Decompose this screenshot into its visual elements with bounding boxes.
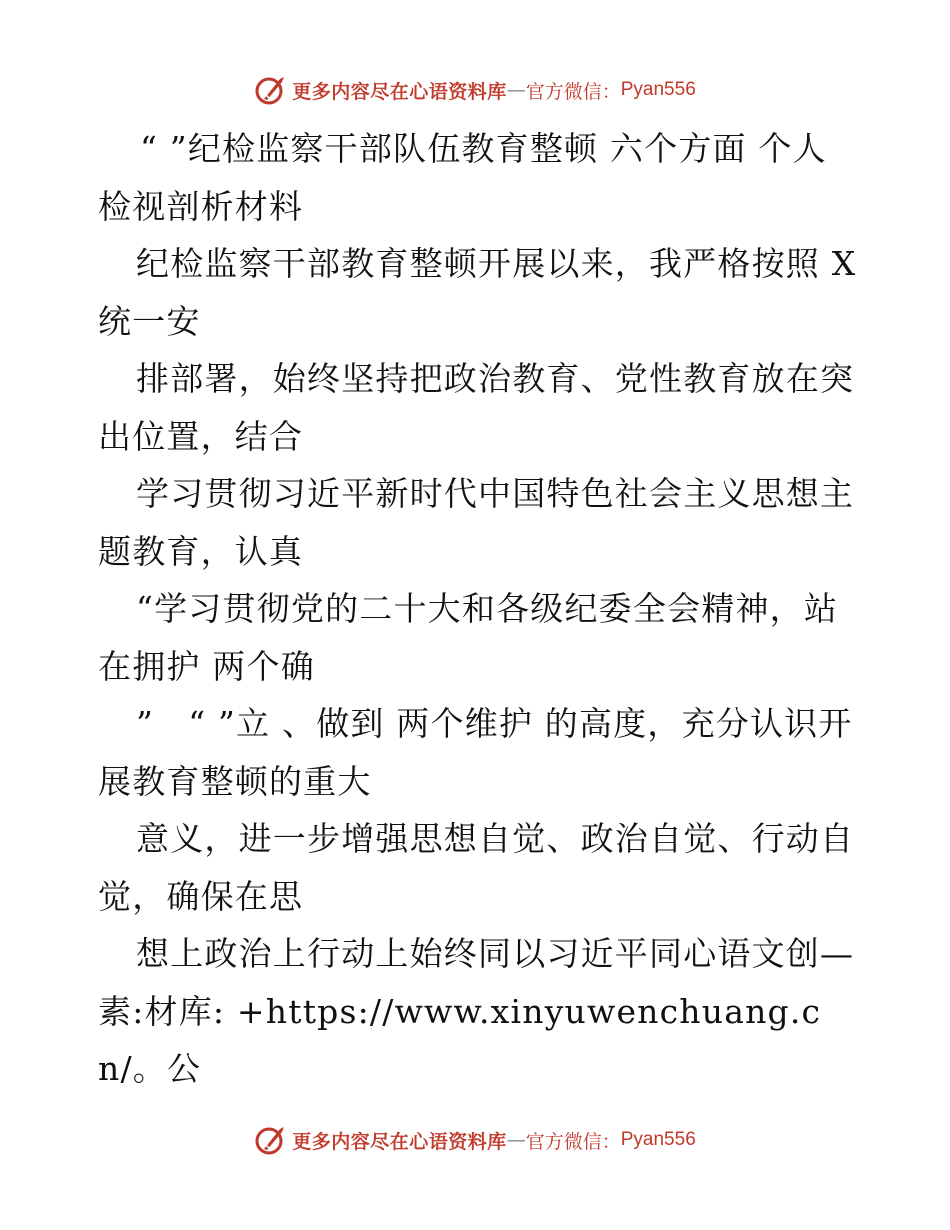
banner-main-text: 更多内容尽在心语资料库: [292, 80, 507, 103]
footer-watermark-banner: [0, 1120, 950, 1160]
banner-main-text: 更多内容尽在心语资料库: [292, 1130, 507, 1153]
banner-wechat-id: Pyan556: [620, 1129, 696, 1150]
paragraph: “学习贯彻党的二十大和各级纪委全会精神，站在拥护 两个确: [98, 589, 839, 686]
quill-pen-logo-icon: [254, 1123, 288, 1157]
banner-wechat-id: Pyan556: [620, 79, 696, 100]
paragraph: 意义，进一步增强思想自觉、政治自觉、行动自觉，确保在思: [98, 819, 855, 916]
paragraph: 想上政治上行动上始终同以习近平同心语文创—素:材库: +https://www.xinyuwenchuang.cn/。公: [98, 934, 855, 1088]
banner-dash: —: [506, 79, 526, 101]
paragraph: ” “ ”立 、做到 两个维护 的高度，充分认识开展教育整顿的重大: [98, 704, 853, 801]
quill-pen-logo-icon: [254, 73, 288, 107]
document-body: [98, 120, 858, 1098]
paragraph: 排部署，始终坚持把政治教育、党性教育放在突出位置，结合: [98, 359, 855, 456]
paragraph: “ ”纪检监察干部队伍教育整顿 六个方面 个人检视剖析材料: [98, 129, 827, 226]
banner-wechat-label: 官方微信：: [525, 80, 621, 103]
paragraph: 纪检监察干部教育整顿开展以来，我严格按照 X 统一安: [98, 244, 857, 341]
header-watermark-banner: [0, 70, 950, 110]
banner-wechat-label: 官方微信：: [525, 1130, 621, 1153]
banner-dash: —: [506, 1129, 526, 1151]
paragraph: 学习贯彻习近平新时代中国特色社会主义思想主题教育，认真: [98, 474, 855, 571]
